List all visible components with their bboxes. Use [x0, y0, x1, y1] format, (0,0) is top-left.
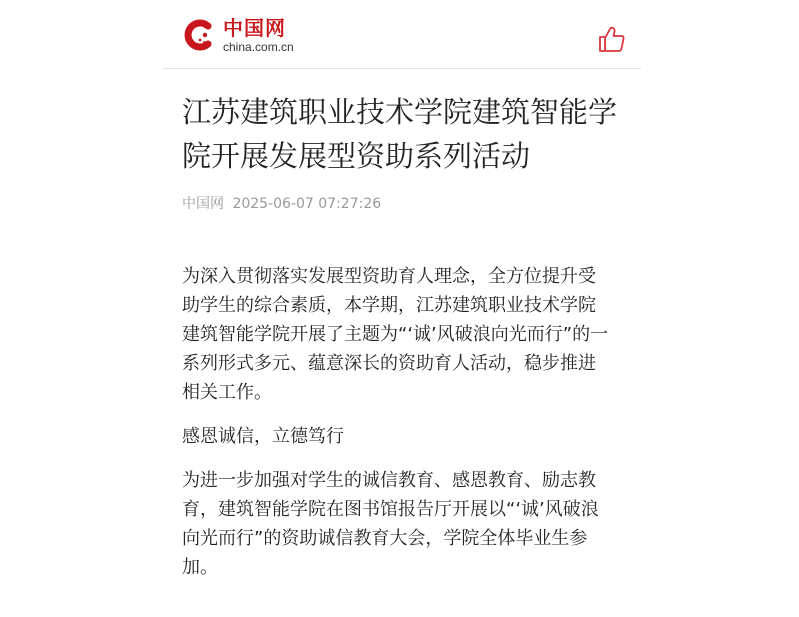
site-header [163, 0, 641, 69]
logo-text [223, 15, 294, 54]
china-com-cn-logo-icon [183, 18, 217, 52]
article-paragraph: 为进一步加强对学生的诚信教育、感恩教育、励志教育，建筑智能学院在图书馆报告厅开展以“‘诚’风破浪向光而行”的资助诚信教育大会，学院全体毕业生参加。 [182, 470, 599, 578]
logo-domain: china.com.cn [223, 39, 294, 54]
thumbs-up-icon [597, 25, 627, 53]
article-paragraph: 为深入贯彻落实发展型资助育人理念，全方位提升受助学生的综合素质，本学期，江苏建筑职业技术学院建筑智能学院开展了主题为“‘诚’风破浪向光而行”的一系列形式多元、蕴意深长的资助育人活动，稳步推进相关工作。 [182, 266, 609, 403]
logo-chinese-name: 中国网 [223, 15, 286, 40]
article-datetime: 2025-06-07 07:27:26 [232, 196, 382, 212]
article-meta [182, 193, 381, 213]
article-title: 江苏建筑职业技术学院建筑智能学院开展发展型资助系列活动 [182, 95, 618, 173]
article-body [182, 262, 612, 597]
site-logo[interactable] [183, 17, 294, 53]
article-source: 中国网 [182, 196, 224, 212]
article-subheading: 感恩诚信，立德笃行 [182, 426, 344, 447]
like-button[interactable] [597, 25, 627, 53]
